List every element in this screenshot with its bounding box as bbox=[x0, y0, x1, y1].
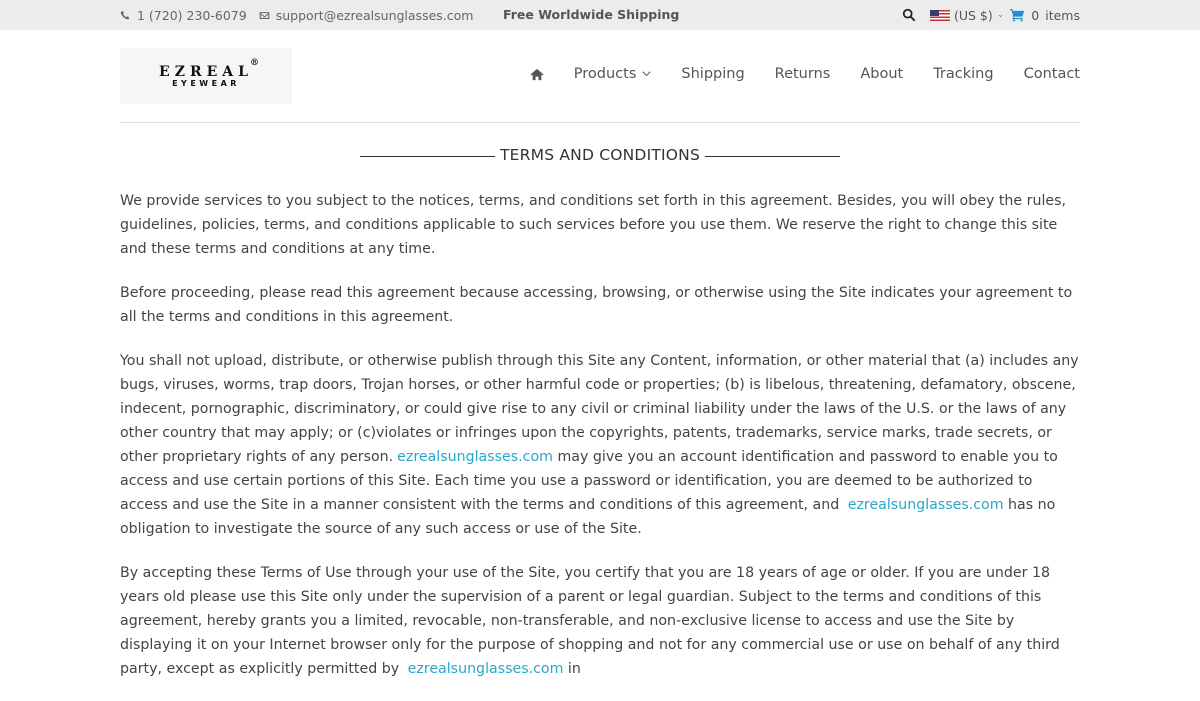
nav-tracking[interactable]: Tracking bbox=[933, 66, 994, 82]
cart-icon bbox=[1010, 8, 1025, 22]
nav-products[interactable] bbox=[574, 66, 652, 82]
logo-brand: EZREAL bbox=[159, 64, 253, 80]
currency-selector[interactable] bbox=[930, 8, 1004, 23]
cart-link[interactable] bbox=[1010, 8, 1080, 23]
us-flag-icon bbox=[930, 10, 950, 21]
site-header bbox=[120, 30, 1080, 123]
terms-paragraph-2: Before proceeding, please read this agreement because accessing, browsing, or otherwise using the Site indicates your agreement to all the terms and conditions in this agreement. bbox=[120, 285, 1073, 325]
terms-paragraph-4-text-a: By accepting these Terms of Use through your use of the Site, you certify that you are 18 years of age or older. If you are under 18 years old please use this Site only under the supervision of a parent or legal guardian. Subject to the terms and conditions of this agreement, hereby grants you a limited, revocable, non-transferable, and non-exclusive license to access and use the Site by displaying it on your Internet browser only for the purpose of shopping and not for any commercial use or use on behalf of any third party, except as explicitly permitted by bbox=[120, 565, 1060, 677]
phone-icon bbox=[120, 10, 131, 21]
email-contact[interactable] bbox=[259, 8, 474, 23]
page-title-row bbox=[120, 123, 1080, 189]
cart-label: items bbox=[1045, 7, 1080, 23]
search-icon bbox=[902, 8, 916, 22]
terms-paragraph-4 bbox=[120, 561, 1080, 681]
terms-paragraph-3-text-a: You shall not upload, distribute, or otherwise publish through this Site any Content, information, or other material that (a) includes any bugs, viruses, worms, trap doors, Trojan horses, or other harmful code or properties; (b) is libelous, threatening, defamatory, obscene, indecent, pornographic, discriminatory, or could give rise to any civil or criminal liability under the laws of the U.S. or the laws of any other country that may apply; or (c)violates or infringes upon the copyrights, patents, trademarks, service marks, trade secrets, or other proprietary rights of any person. bbox=[120, 353, 1079, 465]
chevron-down-icon: ⌄ bbox=[996, 10, 1005, 20]
chevron-down-icon bbox=[642, 71, 651, 77]
currency-label: (US $) bbox=[953, 7, 993, 23]
nav-home[interactable] bbox=[530, 68, 544, 81]
phone-contact[interactable] bbox=[120, 8, 247, 23]
search-button[interactable] bbox=[902, 8, 916, 22]
home-icon bbox=[530, 68, 544, 81]
support-email: support@ezrealsunglasses.com bbox=[275, 7, 474, 23]
main-nav bbox=[500, 66, 1080, 82]
site-link[interactable]: ezrealsunglasses.com bbox=[407, 661, 564, 677]
nav-returns[interactable]: Returns bbox=[774, 66, 831, 82]
terms-paragraph-3-text-c: has no obligation to investigate the source of any such access or use of the Site. bbox=[120, 497, 1056, 537]
nav-products-label: Products bbox=[573, 66, 637, 82]
free-shipping-banner: Free Worldwide Shipping bbox=[503, 7, 680, 22]
site-logo[interactable] bbox=[120, 48, 292, 104]
phone-number: 1 (720) 230-6079 bbox=[137, 7, 247, 23]
title-divider-right bbox=[705, 156, 840, 157]
logo-registered: ® bbox=[249, 58, 259, 68]
terms-paragraph-1: We provide services to you subject to the notices, terms, and conditions set forth in this agreement. Besides, you will obey the rules, guidelines, policies, terms, and conditions applicable to such services before you use them. We reserve the right to change this site and these terms and conditions at any time. bbox=[120, 193, 1067, 257]
terms-paragraph-3-text-b: may give you an account identification and password to enable you to access and use certain portions of this Site. Each time you use a password or identification, you are deemed to be authorized to access and use the Site in a manner consistent with the terms and conditions of this agreement, and bbox=[120, 449, 1058, 513]
cart-count: 0 bbox=[1031, 7, 1040, 23]
terms-paragraph-3 bbox=[120, 349, 1080, 541]
top-utility-bar bbox=[0, 0, 1200, 30]
main-content bbox=[120, 123, 1080, 701]
nav-about[interactable]: About bbox=[860, 66, 904, 82]
nav-contact[interactable]: Contact bbox=[1023, 66, 1080, 82]
logo-subtitle: EYEWEAR bbox=[172, 79, 240, 88]
site-link[interactable]: ezrealsunglasses.com bbox=[847, 497, 1004, 513]
nav-shipping[interactable]: Shipping bbox=[681, 66, 745, 82]
site-link[interactable]: ezrealsunglasses.com bbox=[397, 449, 553, 465]
envelope-icon bbox=[259, 10, 270, 21]
page-title: TERMS AND CONDITIONS bbox=[499, 146, 701, 164]
terms-paragraph-4-text-b: in bbox=[563, 661, 581, 677]
